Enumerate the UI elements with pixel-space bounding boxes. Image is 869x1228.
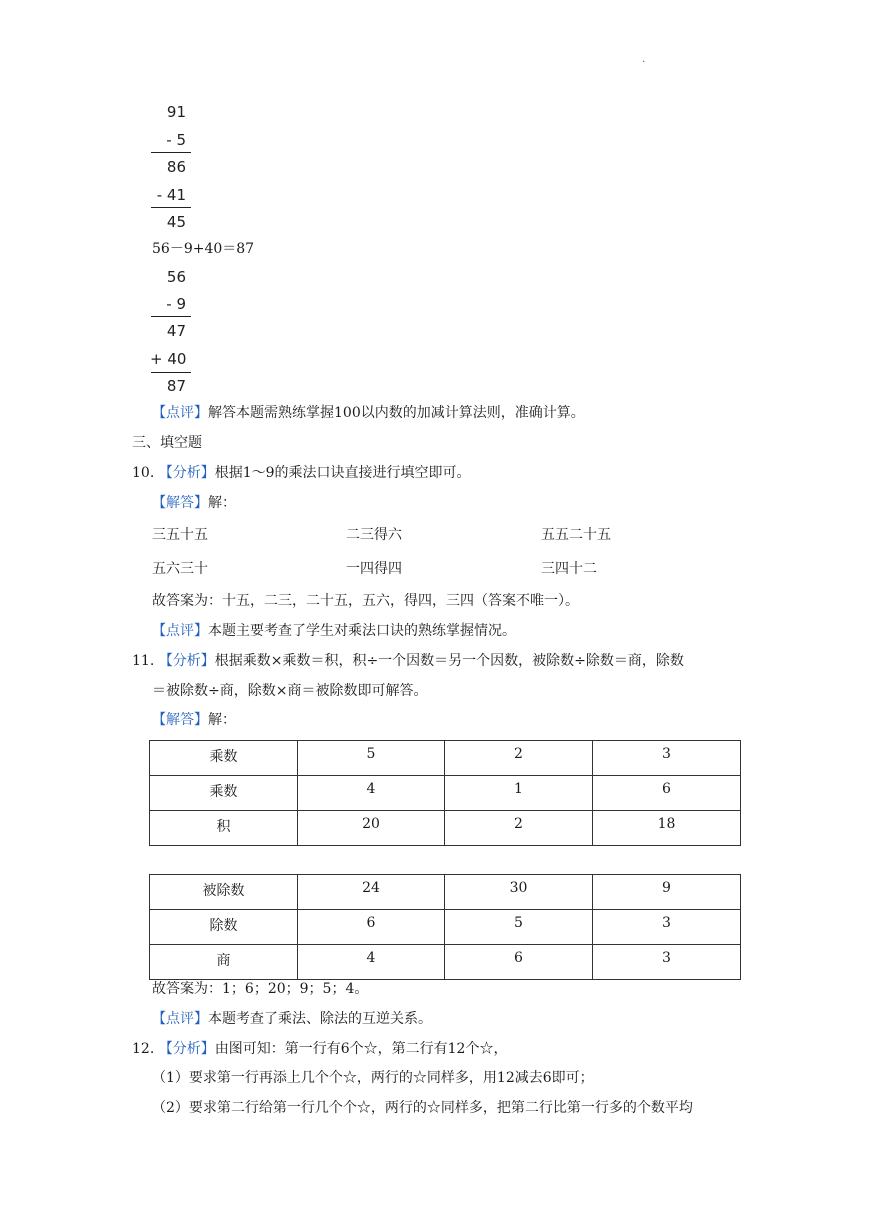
equation-line: 56－9+40＝87: [152, 241, 255, 257]
q11-analysis-line-2: ＝被除数÷商，除数×商＝被除数即可解答。: [152, 683, 428, 699]
table-cell: 5: [445, 910, 593, 945]
rhyme-cell: 三五十五: [152, 527, 208, 543]
q12-analysis: [132, 1039, 507, 1059]
calc-line: - 41: [156, 186, 186, 204]
table-cell: 5: [298, 741, 445, 776]
table-cell: 2: [445, 741, 593, 776]
q12-item-2: （2）要求第二行给第一行几个个☆，两行的☆同样多，把第二行比第一行多的个数平均: [152, 1100, 693, 1116]
table-row: [150, 910, 741, 945]
calc-line: 86: [166, 158, 186, 176]
calc-rule: [151, 207, 191, 208]
answer-tag: 【解答】: [152, 495, 208, 511]
calc-line: - 9: [166, 295, 186, 313]
table-row: [150, 776, 741, 811]
answer-lead: 解：: [208, 495, 236, 511]
q11-answer-lead: [152, 710, 236, 730]
calc-line: 91: [166, 103, 186, 121]
table-cell: 18: [593, 811, 741, 846]
q10-answer-lead: [152, 493, 236, 513]
comment-text: 本题考查了乘法、除法的互逆关系。: [208, 1011, 432, 1027]
calc-rule: [151, 372, 191, 373]
table-cell: 1: [445, 776, 593, 811]
table-cell: 3: [593, 910, 741, 945]
analysis-tag: 【分析】: [158, 1041, 215, 1057]
q11-comment: [152, 1009, 432, 1029]
q10-analysis: [132, 463, 471, 483]
question-number: 12.: [132, 1041, 155, 1057]
rhyme-cell: 五六三十: [152, 561, 208, 577]
table-cell: 6: [445, 945, 593, 980]
question-number: 10.: [132, 465, 155, 481]
analysis-text: 由图可知：第一行有6个☆，第二行有12个☆，: [214, 1041, 508, 1057]
division-table: [149, 874, 741, 980]
q11-analysis-line-1: [132, 651, 684, 671]
answer-lead: 解：: [208, 712, 236, 728]
comment-text: 解答本题需熟练掌握100以内数的加减计算法则，准确计算。: [208, 405, 585, 421]
table-cell: 24: [298, 875, 445, 910]
table-row: [150, 945, 741, 980]
table-cell: 乘数: [150, 776, 298, 811]
table-cell: 6: [593, 776, 741, 811]
header-dot: .: [642, 54, 646, 65]
q9-comment: [152, 403, 585, 423]
calc-line: 56: [166, 268, 186, 286]
calc-line: - 5: [166, 131, 186, 149]
table-cell: 9: [593, 875, 741, 910]
q10-conclusion: 故答案为：十五，二三，二十五，五六，得四，三四（答案不唯一）。: [152, 593, 579, 609]
rhyme-cell: 三四十二: [541, 561, 597, 577]
comment-tag: 【点评】: [152, 623, 208, 639]
table-row: [150, 741, 741, 776]
table-cell: 除数: [150, 910, 298, 945]
q10-comment: [152, 621, 516, 641]
calc-line: 45: [166, 213, 186, 231]
calc-line: 47: [166, 322, 186, 340]
table-cell: 6: [298, 910, 445, 945]
question-number: 11.: [132, 653, 155, 669]
table-cell: 30: [445, 875, 593, 910]
calc-rule: [151, 316, 191, 317]
rhyme-cell: 五五二十五: [541, 527, 611, 543]
table-cell: 乘数: [150, 741, 298, 776]
analysis-text: 根据乘数×乘数＝积，积÷一个因数＝另一个因数，被除数÷除数＝商，除数: [214, 653, 684, 669]
comment-tag: 【点评】: [152, 405, 208, 421]
table-cell: 积: [150, 811, 298, 846]
table-cell: 2: [445, 811, 593, 846]
table-cell: 4: [298, 776, 445, 811]
table-cell: 20: [298, 811, 445, 846]
q11-conclusion: 故答案为：1；6；20；9；5；4。: [152, 981, 369, 997]
answer-tag: 【解答】: [152, 712, 208, 728]
calc-line: + 40: [150, 350, 187, 368]
table-row: [150, 875, 741, 910]
table-cell: 商: [150, 945, 298, 980]
rhyme-cell: 二三得六: [346, 527, 402, 543]
comment-tag: 【点评】: [152, 1011, 208, 1027]
calc-line: 87: [166, 377, 186, 395]
comment-text: 本题主要考查了学生对乘法口诀的熟练掌握情况。: [208, 623, 516, 639]
table-cell: 3: [593, 741, 741, 776]
table-cell: 3: [593, 945, 741, 980]
table-cell: 被除数: [150, 875, 298, 910]
calc-rule: [151, 152, 191, 153]
table-cell: 4: [298, 945, 445, 980]
analysis-text: 根据1～9的乘法口诀直接进行填空即可。: [214, 465, 471, 481]
analysis-tag: 【分析】: [158, 465, 215, 481]
analysis-tag: 【分析】: [158, 653, 215, 669]
table-row: [150, 811, 741, 846]
rhyme-cell: 一四得四: [346, 561, 402, 577]
section-heading: 三、填空题: [132, 435, 202, 451]
q12-item-1: （1）要求第一行再添上几个个☆，两行的☆同样多，用12减去6即可；: [152, 1070, 594, 1086]
multiplication-table: [149, 740, 741, 846]
